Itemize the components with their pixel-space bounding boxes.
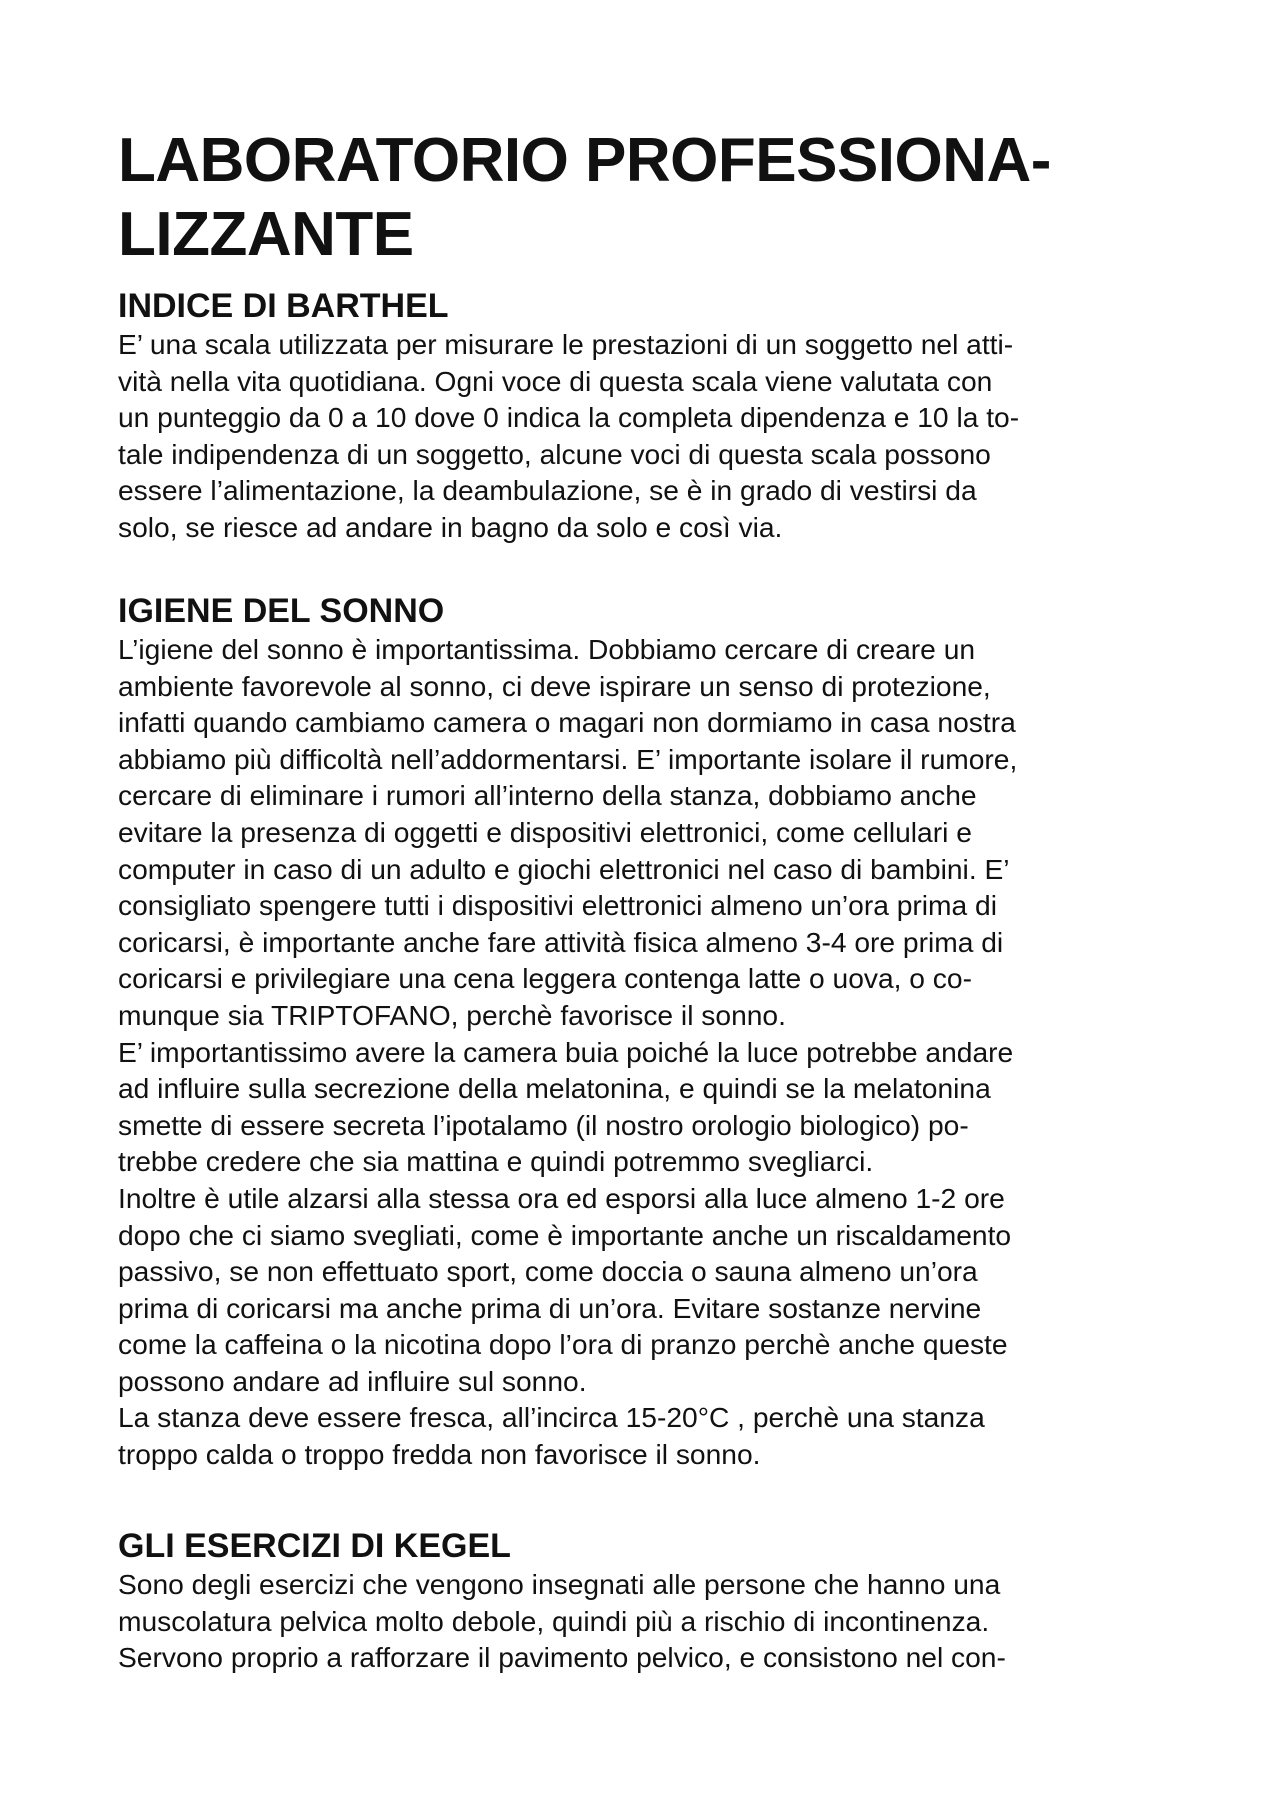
paragraph-line: muscolatura pelvica molto debole, quindi più a rischio di incontinenza. xyxy=(118,1604,990,1637)
section-heading: GLI ESERCIZI DI KEGEL xyxy=(118,1527,511,1565)
paragraph-line: infatti quando cambiamo camera o magari non dormiamo in casa nostra xyxy=(118,706,1016,739)
paragraph-line: possono andare ad influire sul sonno. xyxy=(118,1364,587,1397)
paragraph-line: E’ importantissimo avere la camera buia poiché la luce potrebbe andare xyxy=(118,1035,1014,1068)
paragraph-line: come la caffeina o la nicotina dopo l’ora di pranzo perchè anche queste xyxy=(118,1328,1008,1361)
paragraph-line: coricarsi, è importante anche fare attività fisica almeno 3-4 ore prima di xyxy=(118,925,1004,958)
paragraph-line: computer in caso di un adulto e giochi elettronici nel caso di bambini. E’ xyxy=(118,852,1010,885)
paragraph-line: ad influire sulla secrezione della melatonina, e quindi se la melatonina xyxy=(118,1072,991,1105)
section-esercizi-di-kegel xyxy=(118,1526,1198,1676)
paragraph-line: essere l’alimentazione, la deambulazione, se è in grado di vestirsi da xyxy=(118,474,977,507)
paragraph-line: Servono proprio a rafforzare il pavimento pelvico, e consistono nel con- xyxy=(118,1641,1006,1674)
paragraph-line: prima di coricarsi ma anche prima di un’ora. Evitare sostanze nervine xyxy=(118,1291,982,1324)
paragraph-line: coricarsi e privilegiare una cena leggera contenga latte o uova, o co- xyxy=(118,962,972,995)
document-title xyxy=(118,124,1051,272)
paragraph-line: abbiamo più difficoltà nell’addormentarsi. E’ importante isolare il rumore, xyxy=(118,742,1018,775)
title-line: LABORATORIO PROFESSIONA- xyxy=(118,126,1051,195)
paragraph-line: L’igiene del sonno è importantissima. Dobbiamo cercare di creare un xyxy=(118,633,976,665)
paragraph-line: troppo calda o troppo fredda non favorisce il sonno. xyxy=(118,1438,761,1471)
paragraph-line: smette di essere secreta l’ipotalamo (il nostro orologio biologico) po- xyxy=(118,1108,969,1141)
paragraph-line: dopo che ci siamo svegliati, come è importante anche un riscaldamento xyxy=(118,1218,1012,1251)
section-heading: INDICE DI BARTHEL xyxy=(118,287,449,325)
section-indice-di-barthel xyxy=(118,286,1198,546)
paragraph-line: trebbe credere che sia mattina e quindi potremmo svegliarci. xyxy=(118,1145,874,1178)
paragraph-line: cercare di eliminare i rumori all’interno della stanza, dobbiamo anche xyxy=(118,779,977,812)
paragraph-line: un punteggio da 0 a 10 dove 0 indica la completa dipendenza e 10 la to- xyxy=(118,401,1020,434)
section-igiene-del-sonno xyxy=(118,591,1198,1473)
paragraph-line: evitare la presenza di oggetti e dispositivi elettronici, come cellulari e xyxy=(118,815,972,848)
paragraph-line: munque sia TRIPTOFANO, perchè favorisce il sonno. xyxy=(118,998,786,1031)
paragraph-line: vità nella vita quotidiana. Ogni voce di questa scala viene valutata con xyxy=(118,364,993,397)
paragraph-line: E’ una scala utilizzata per misurare le prestazioni di un soggetto nel atti- xyxy=(118,328,1014,360)
paragraph-line: Sono degli esercizi che vengono insegnati alle persone che hanno una xyxy=(118,1568,1001,1600)
section-heading: IGIENE DEL SONNO xyxy=(118,592,445,630)
paragraph-line: tale indipendenza di un soggetto, alcune voci di questa scala possono xyxy=(118,437,991,470)
title-line: LIZZANTE xyxy=(118,200,414,269)
paragraph-line: passivo, se non effettuato sport, come doccia o sauna almeno un’ora xyxy=(118,1255,978,1288)
paragraph-line: solo, se riesce ad andare in bagno da solo e così via. xyxy=(118,510,783,543)
paragraph-line: consigliato spengere tutti i dispositivi elettronici almeno un’ora prima di xyxy=(118,889,997,922)
paragraph-line: La stanza deve essere fresca, all’incirca 15-20°C , perchè una stanza xyxy=(118,1401,985,1434)
paragraph-line: ambiente favorevole al sonno, ci deve ispirare un senso di protezione, xyxy=(118,669,991,702)
paragraph-line: Inoltre è utile alzarsi alla stessa ora ed esporsi alla luce almeno 1-2 ore xyxy=(118,1181,1005,1214)
